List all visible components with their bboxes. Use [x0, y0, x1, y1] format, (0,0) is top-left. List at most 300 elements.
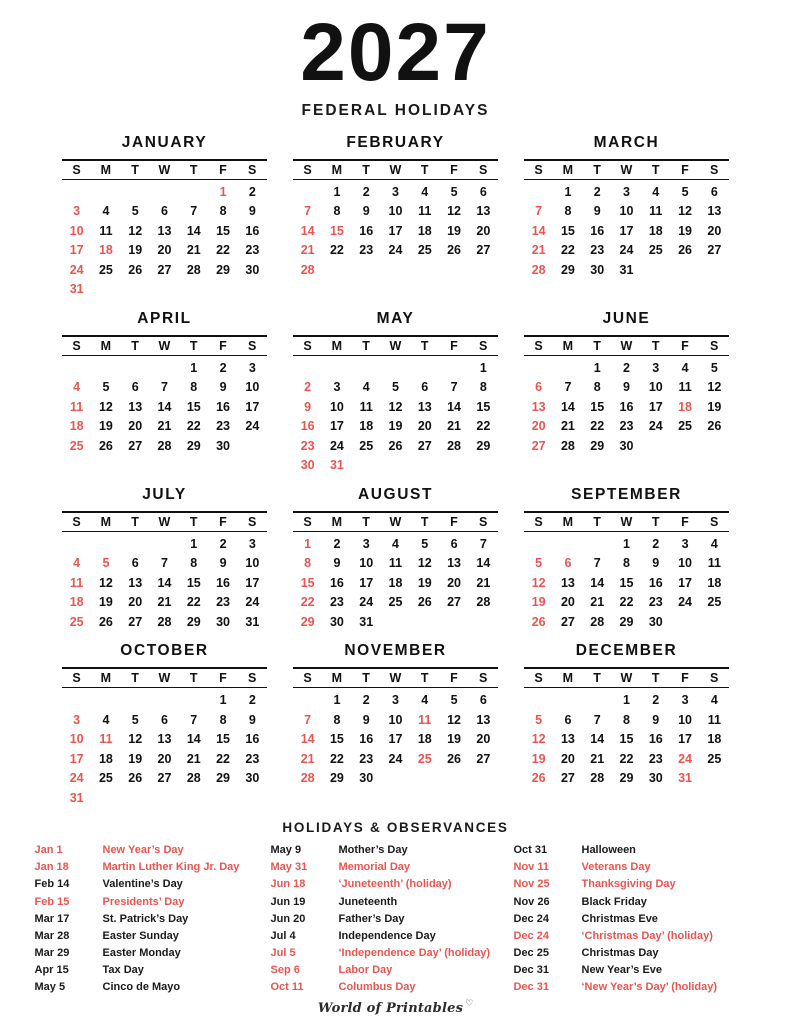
day-cell[interactable]: 19: [447, 732, 462, 747]
day-cell[interactable]: 4: [710, 536, 718, 551]
day-cell[interactable]: 13: [560, 732, 575, 747]
day-cell[interactable]: 22: [329, 243, 344, 258]
day-cell[interactable]: 15: [590, 399, 605, 414]
day-cell[interactable]: 17: [678, 575, 693, 590]
day-cell[interactable]: 17: [245, 399, 260, 414]
day-cell[interactable]: 19: [531, 751, 546, 766]
day-cell[interactable]: 20: [157, 243, 172, 258]
day-cell[interactable]: 4: [392, 536, 399, 551]
day-cell[interactable]: 2: [652, 693, 660, 708]
day-cell[interactable]: 11: [649, 204, 663, 219]
day-cell[interactable]: 11: [70, 575, 84, 590]
day-cell[interactable]: 16: [359, 732, 374, 747]
day-cell[interactable]: 26: [707, 419, 722, 434]
day-cell[interactable]: 31: [69, 790, 84, 805]
day-cell[interactable]: 17: [359, 575, 374, 590]
day-cell[interactable]: 9: [248, 712, 256, 727]
day-cell[interactable]: 18: [648, 223, 663, 238]
day-cell[interactable]: 14: [186, 732, 201, 747]
day-cell[interactable]: 24: [388, 243, 403, 258]
day-cell[interactable]: 28: [186, 262, 201, 277]
day-cell[interactable]: 19: [707, 399, 722, 414]
day-cell[interactable]: 20: [417, 419, 432, 434]
day-cell[interactable]: 22: [590, 419, 605, 434]
day-cell[interactable]: 3: [248, 360, 256, 375]
day-cell[interactable]: 18: [707, 575, 722, 590]
day-cell[interactable]: 12: [98, 399, 113, 414]
day-cell[interactable]: 15: [216, 223, 231, 238]
day-cell[interactable]: 1: [304, 536, 312, 551]
day-cell[interactable]: 19: [531, 595, 546, 610]
day-cell[interactable]: 8: [479, 380, 487, 395]
day-cell[interactable]: 9: [623, 380, 630, 395]
day-cell[interactable]: 18: [678, 399, 693, 414]
day-cell[interactable]: 30: [329, 614, 344, 629]
day-cell[interactable]: 29: [619, 614, 634, 629]
day-cell[interactable]: 12: [531, 732, 546, 747]
day-cell[interactable]: 24: [359, 595, 374, 610]
day-cell[interactable]: 18: [359, 419, 374, 434]
day-cell[interactable]: 25: [648, 243, 663, 258]
day-cell[interactable]: 6: [131, 556, 139, 571]
day-cell[interactable]: 31: [678, 771, 693, 786]
day-cell[interactable]: 17: [69, 243, 84, 258]
day-cell[interactable]: 10: [619, 204, 634, 219]
day-cell[interactable]: 16: [245, 732, 260, 747]
day-cell[interactable]: 13: [531, 399, 546, 414]
day-cell[interactable]: 6: [564, 556, 572, 571]
day-cell[interactable]: 19: [678, 223, 693, 238]
day-cell[interactable]: 8: [333, 712, 341, 727]
day-cell[interactable]: 13: [157, 732, 172, 747]
day-cell[interactable]: 23: [216, 595, 231, 610]
day-cell[interactable]: 19: [128, 243, 143, 258]
day-cell[interactable]: 15: [216, 732, 231, 747]
day-cell[interactable]: 6: [479, 184, 487, 199]
day-cell[interactable]: 20: [128, 419, 143, 434]
day-cell[interactable]: 22: [300, 595, 315, 610]
day-cell[interactable]: 23: [216, 419, 231, 434]
day-cell[interactable]: 4: [710, 693, 718, 708]
day-cell[interactable]: 8: [304, 556, 312, 571]
day-cell[interactable]: 19: [388, 419, 403, 434]
day-cell[interactable]: 9: [593, 204, 601, 219]
day-cell[interactable]: 2: [219, 360, 227, 375]
day-cell[interactable]: 9: [219, 556, 227, 571]
day-cell[interactable]: 8: [219, 204, 227, 219]
day-cell[interactable]: 13: [447, 556, 462, 571]
day-cell[interactable]: 30: [359, 771, 374, 786]
day-cell[interactable]: 12: [678, 204, 693, 219]
day-cell[interactable]: 7: [304, 204, 312, 219]
day-cell[interactable]: 15: [329, 223, 344, 238]
day-cell[interactable]: 6: [710, 184, 718, 199]
day-cell[interactable]: 4: [73, 556, 81, 571]
day-cell[interactable]: 31: [619, 262, 634, 277]
day-cell[interactable]: 14: [300, 223, 315, 238]
day-cell[interactable]: 28: [300, 771, 315, 786]
day-cell[interactable]: 21: [300, 243, 315, 258]
day-cell[interactable]: 28: [476, 595, 491, 610]
day-cell[interactable]: 15: [619, 575, 634, 590]
day-cell[interactable]: 4: [421, 184, 429, 199]
day-cell[interactable]: 28: [157, 614, 172, 629]
day-cell[interactable]: 5: [710, 360, 718, 375]
day-cell[interactable]: 25: [707, 595, 722, 610]
day-cell[interactable]: 8: [219, 712, 227, 727]
day-cell[interactable]: 31: [329, 458, 344, 473]
day-cell[interactable]: 5: [535, 712, 543, 727]
day-cell[interactable]: 17: [648, 399, 663, 414]
day-cell[interactable]: 19: [447, 223, 462, 238]
day-cell[interactable]: 20: [560, 595, 575, 610]
day-cell[interactable]: 11: [99, 223, 113, 238]
day-cell[interactable]: 27: [447, 595, 462, 610]
day-cell[interactable]: 10: [388, 204, 403, 219]
day-cell[interactable]: 5: [450, 184, 458, 199]
day-cell[interactable]: 8: [564, 204, 572, 219]
day-cell[interactable]: 28: [300, 262, 315, 277]
day-cell[interactable]: 17: [678, 732, 693, 747]
day-cell[interactable]: 29: [186, 614, 201, 629]
day-cell[interactable]: 22: [186, 595, 201, 610]
day-cell[interactable]: 21: [157, 595, 172, 610]
day-cell[interactable]: 22: [619, 751, 634, 766]
day-cell[interactable]: 9: [304, 399, 312, 414]
day-cell[interactable]: 16: [216, 575, 231, 590]
day-cell[interactable]: 11: [678, 380, 692, 395]
day-cell[interactable]: 25: [417, 243, 432, 258]
day-cell[interactable]: 3: [623, 184, 630, 199]
day-cell[interactable]: 22: [329, 751, 344, 766]
day-cell[interactable]: 28: [186, 771, 201, 786]
day-cell[interactable]: 14: [590, 575, 605, 590]
day-cell[interactable]: 30: [300, 458, 315, 473]
day-cell[interactable]: 1: [219, 693, 227, 708]
day-cell[interactable]: 9: [248, 204, 256, 219]
day-cell[interactable]: 17: [388, 223, 403, 238]
day-cell[interactable]: 12: [417, 556, 432, 571]
day-cell[interactable]: 20: [560, 751, 575, 766]
day-cell[interactable]: 18: [388, 575, 403, 590]
day-cell[interactable]: 30: [590, 262, 605, 277]
day-cell[interactable]: 1: [333, 693, 341, 708]
day-cell[interactable]: 17: [69, 751, 84, 766]
day-cell[interactable]: 14: [447, 399, 462, 414]
day-cell[interactable]: 20: [157, 751, 172, 766]
day-cell[interactable]: 28: [560, 438, 575, 453]
day-cell[interactable]: 27: [560, 614, 575, 629]
day-cell[interactable]: 29: [216, 262, 231, 277]
day-cell[interactable]: 21: [186, 243, 201, 258]
day-cell[interactable]: 2: [248, 693, 256, 708]
day-cell[interactable]: 18: [69, 419, 84, 434]
day-cell[interactable]: 22: [560, 243, 575, 258]
day-cell[interactable]: 2: [248, 184, 256, 199]
day-cell[interactable]: 10: [69, 223, 84, 238]
day-cell[interactable]: 30: [245, 771, 260, 786]
day-cell[interactable]: 25: [69, 438, 84, 453]
day-cell[interactable]: 28: [531, 262, 546, 277]
day-cell[interactable]: 22: [476, 419, 491, 434]
day-cell[interactable]: 13: [560, 575, 575, 590]
day-cell[interactable]: 25: [707, 751, 722, 766]
day-cell[interactable]: 31: [245, 614, 260, 629]
day-cell[interactable]: 10: [69, 732, 84, 747]
day-cell[interactable]: 20: [476, 732, 491, 747]
day-cell[interactable]: 27: [157, 771, 172, 786]
day-cell[interactable]: 11: [388, 556, 403, 571]
day-cell[interactable]: 23: [300, 438, 315, 453]
day-cell[interactable]: 9: [652, 712, 660, 727]
day-cell[interactable]: 14: [476, 556, 491, 571]
day-cell[interactable]: 22: [619, 595, 634, 610]
day-cell[interactable]: 27: [417, 438, 432, 453]
day-cell[interactable]: 30: [648, 614, 663, 629]
day-cell[interactable]: 18: [417, 223, 432, 238]
day-cell[interactable]: 3: [333, 380, 341, 395]
day-cell[interactable]: 6: [450, 536, 458, 551]
day-cell[interactable]: 30: [245, 262, 260, 277]
day-cell[interactable]: 19: [98, 419, 113, 434]
day-cell[interactable]: 10: [388, 712, 403, 727]
day-cell[interactable]: 2: [333, 536, 341, 551]
day-cell[interactable]: 4: [652, 184, 660, 199]
day-cell[interactable]: 17: [329, 419, 344, 434]
day-cell[interactable]: 14: [157, 399, 172, 414]
day-cell[interactable]: 12: [531, 575, 546, 590]
day-cell[interactable]: 9: [333, 556, 341, 571]
day-cell[interactable]: 26: [98, 438, 113, 453]
day-cell[interactable]: 7: [161, 380, 168, 395]
day-cell[interactable]: 10: [359, 556, 374, 571]
day-cell[interactable]: 8: [623, 556, 630, 571]
day-cell[interactable]: 1: [219, 184, 227, 199]
day-cell[interactable]: 7: [564, 380, 572, 395]
day-cell[interactable]: 17: [388, 732, 403, 747]
day-cell[interactable]: 18: [98, 751, 113, 766]
day-cell[interactable]: 9: [362, 204, 370, 219]
day-cell[interactable]: 30: [619, 438, 634, 453]
day-cell[interactable]: 5: [131, 204, 139, 219]
day-cell[interactable]: 1: [593, 360, 601, 375]
day-cell[interactable]: 21: [157, 419, 172, 434]
day-cell[interactable]: 4: [681, 360, 689, 375]
day-cell[interactable]: 11: [418, 204, 432, 219]
day-cell[interactable]: 6: [564, 712, 572, 727]
day-cell[interactable]: 13: [476, 204, 491, 219]
day-cell[interactable]: 5: [392, 380, 399, 395]
day-cell[interactable]: 18: [417, 732, 432, 747]
day-cell[interactable]: 4: [102, 712, 110, 727]
day-cell[interactable]: 25: [98, 771, 113, 786]
day-cell[interactable]: 24: [648, 419, 663, 434]
day-cell[interactable]: 8: [190, 556, 198, 571]
day-cell[interactable]: 29: [476, 438, 491, 453]
day-cell[interactable]: 2: [304, 380, 312, 395]
day-cell[interactable]: 19: [128, 751, 143, 766]
day-cell[interactable]: 26: [98, 614, 113, 629]
day-cell[interactable]: 30: [648, 771, 663, 786]
day-cell[interactable]: 21: [590, 595, 605, 610]
day-cell[interactable]: 4: [102, 204, 110, 219]
day-cell[interactable]: 15: [476, 399, 491, 414]
day-cell[interactable]: 2: [219, 536, 227, 551]
day-cell[interactable]: 18: [98, 243, 113, 258]
day-cell[interactable]: 16: [245, 223, 260, 238]
day-cell[interactable]: 4: [73, 380, 81, 395]
day-cell[interactable]: 26: [417, 595, 432, 610]
day-cell[interactable]: 22: [216, 751, 231, 766]
day-cell[interactable]: 23: [245, 751, 260, 766]
day-cell[interactable]: 18: [69, 595, 84, 610]
day-cell[interactable]: 31: [69, 282, 84, 297]
day-cell[interactable]: 22: [216, 243, 231, 258]
day-cell[interactable]: 3: [392, 693, 399, 708]
day-cell[interactable]: 11: [70, 399, 84, 414]
day-cell[interactable]: 29: [329, 771, 344, 786]
day-cell[interactable]: 16: [619, 399, 634, 414]
day-cell[interactable]: 20: [128, 595, 143, 610]
day-cell[interactable]: 20: [476, 223, 491, 238]
day-cell[interactable]: 18: [707, 732, 722, 747]
day-cell[interactable]: 7: [190, 712, 198, 727]
day-cell[interactable]: 3: [73, 204, 81, 219]
day-cell[interactable]: 14: [300, 732, 315, 747]
day-cell[interactable]: 23: [329, 595, 344, 610]
day-cell[interactable]: 16: [359, 223, 374, 238]
day-cell[interactable]: 24: [619, 243, 634, 258]
day-cell[interactable]: 24: [245, 419, 260, 434]
day-cell[interactable]: 15: [186, 575, 201, 590]
day-cell[interactable]: 31: [359, 614, 374, 629]
day-cell[interactable]: 24: [69, 771, 84, 786]
day-cell[interactable]: 27: [157, 262, 172, 277]
day-cell[interactable]: 11: [359, 399, 373, 414]
day-cell[interactable]: 1: [623, 536, 630, 551]
day-cell[interactable]: 16: [300, 419, 315, 434]
day-cell[interactable]: 10: [329, 399, 344, 414]
day-cell[interactable]: 25: [678, 419, 693, 434]
day-cell[interactable]: 28: [157, 438, 172, 453]
day-cell[interactable]: 24: [245, 595, 260, 610]
day-cell[interactable]: 23: [619, 419, 634, 434]
day-cell[interactable]: 6: [535, 380, 543, 395]
day-cell[interactable]: 30: [216, 614, 231, 629]
day-cell[interactable]: 29: [619, 771, 634, 786]
day-cell[interactable]: 29: [216, 771, 231, 786]
day-cell[interactable]: 12: [447, 204, 462, 219]
day-cell[interactable]: 26: [531, 771, 546, 786]
day-cell[interactable]: 5: [102, 556, 110, 571]
day-cell[interactable]: 1: [479, 360, 487, 375]
day-cell[interactable]: 24: [69, 262, 84, 277]
day-cell[interactable]: 15: [560, 223, 575, 238]
day-cell[interactable]: 3: [248, 536, 256, 551]
day-cell[interactable]: 15: [329, 732, 344, 747]
day-cell[interactable]: 28: [447, 438, 462, 453]
day-cell[interactable]: 23: [359, 243, 374, 258]
day-cell[interactable]: 12: [128, 732, 143, 747]
day-cell[interactable]: 29: [560, 262, 575, 277]
day-cell[interactable]: 4: [362, 380, 370, 395]
day-cell[interactable]: 15: [300, 575, 315, 590]
day-cell[interactable]: 12: [98, 575, 113, 590]
day-cell[interactable]: 16: [216, 399, 231, 414]
day-cell[interactable]: 16: [648, 732, 663, 747]
day-cell[interactable]: 25: [98, 262, 113, 277]
day-cell[interactable]: 25: [417, 751, 432, 766]
day-cell[interactable]: 10: [648, 380, 663, 395]
day-cell[interactable]: 6: [161, 204, 168, 219]
day-cell[interactable]: 1: [623, 693, 630, 708]
day-cell[interactable]: 23: [245, 243, 260, 258]
day-cell[interactable]: 2: [362, 184, 370, 199]
day-cell[interactable]: 15: [619, 732, 634, 747]
day-cell[interactable]: 13: [157, 223, 172, 238]
day-cell[interactable]: 14: [531, 223, 546, 238]
day-cell[interactable]: 10: [245, 556, 260, 571]
day-cell[interactable]: 5: [131, 712, 139, 727]
day-cell[interactable]: 19: [417, 575, 432, 590]
day-cell[interactable]: 26: [447, 751, 462, 766]
day-cell[interactable]: 7: [190, 204, 198, 219]
day-cell[interactable]: 26: [388, 438, 403, 453]
day-cell[interactable]: 16: [329, 575, 344, 590]
day-cell[interactable]: 27: [707, 243, 722, 258]
day-cell[interactable]: 7: [535, 204, 543, 219]
day-cell[interactable]: 8: [333, 204, 341, 219]
day-cell[interactable]: 25: [359, 438, 374, 453]
day-cell[interactable]: 14: [157, 575, 172, 590]
day-cell[interactable]: 15: [186, 399, 201, 414]
day-cell[interactable]: 7: [593, 556, 601, 571]
day-cell[interactable]: 27: [531, 438, 546, 453]
day-cell[interactable]: 1: [190, 536, 198, 551]
day-cell[interactable]: 10: [678, 712, 693, 727]
day-cell[interactable]: 26: [128, 771, 143, 786]
day-cell[interactable]: 1: [564, 184, 572, 199]
day-cell[interactable]: 20: [447, 575, 462, 590]
day-cell[interactable]: 21: [590, 751, 605, 766]
day-cell[interactable]: 13: [128, 575, 143, 590]
day-cell[interactable]: 29: [186, 438, 201, 453]
day-cell[interactable]: 7: [161, 556, 168, 571]
day-cell[interactable]: 3: [681, 536, 689, 551]
day-cell[interactable]: 13: [128, 399, 143, 414]
day-cell[interactable]: 26: [678, 243, 693, 258]
day-cell[interactable]: 17: [245, 575, 260, 590]
day-cell[interactable]: 26: [531, 614, 546, 629]
day-cell[interactable]: 14: [590, 732, 605, 747]
day-cell[interactable]: 5: [681, 184, 689, 199]
day-cell[interactable]: 27: [560, 771, 575, 786]
day-cell[interactable]: 3: [652, 360, 660, 375]
day-cell[interactable]: 21: [560, 419, 575, 434]
day-cell[interactable]: 9: [362, 712, 370, 727]
day-cell[interactable]: 7: [450, 380, 458, 395]
day-cell[interactable]: 12: [388, 399, 403, 414]
day-cell[interactable]: 5: [535, 556, 543, 571]
day-cell[interactable]: 6: [479, 693, 487, 708]
day-cell[interactable]: 14: [560, 399, 575, 414]
day-cell[interactable]: 26: [128, 262, 143, 277]
day-cell[interactable]: 27: [476, 751, 491, 766]
day-cell[interactable]: 7: [593, 712, 601, 727]
day-cell[interactable]: 16: [648, 575, 663, 590]
day-cell[interactable]: 28: [590, 614, 605, 629]
day-cell[interactable]: 23: [648, 595, 663, 610]
